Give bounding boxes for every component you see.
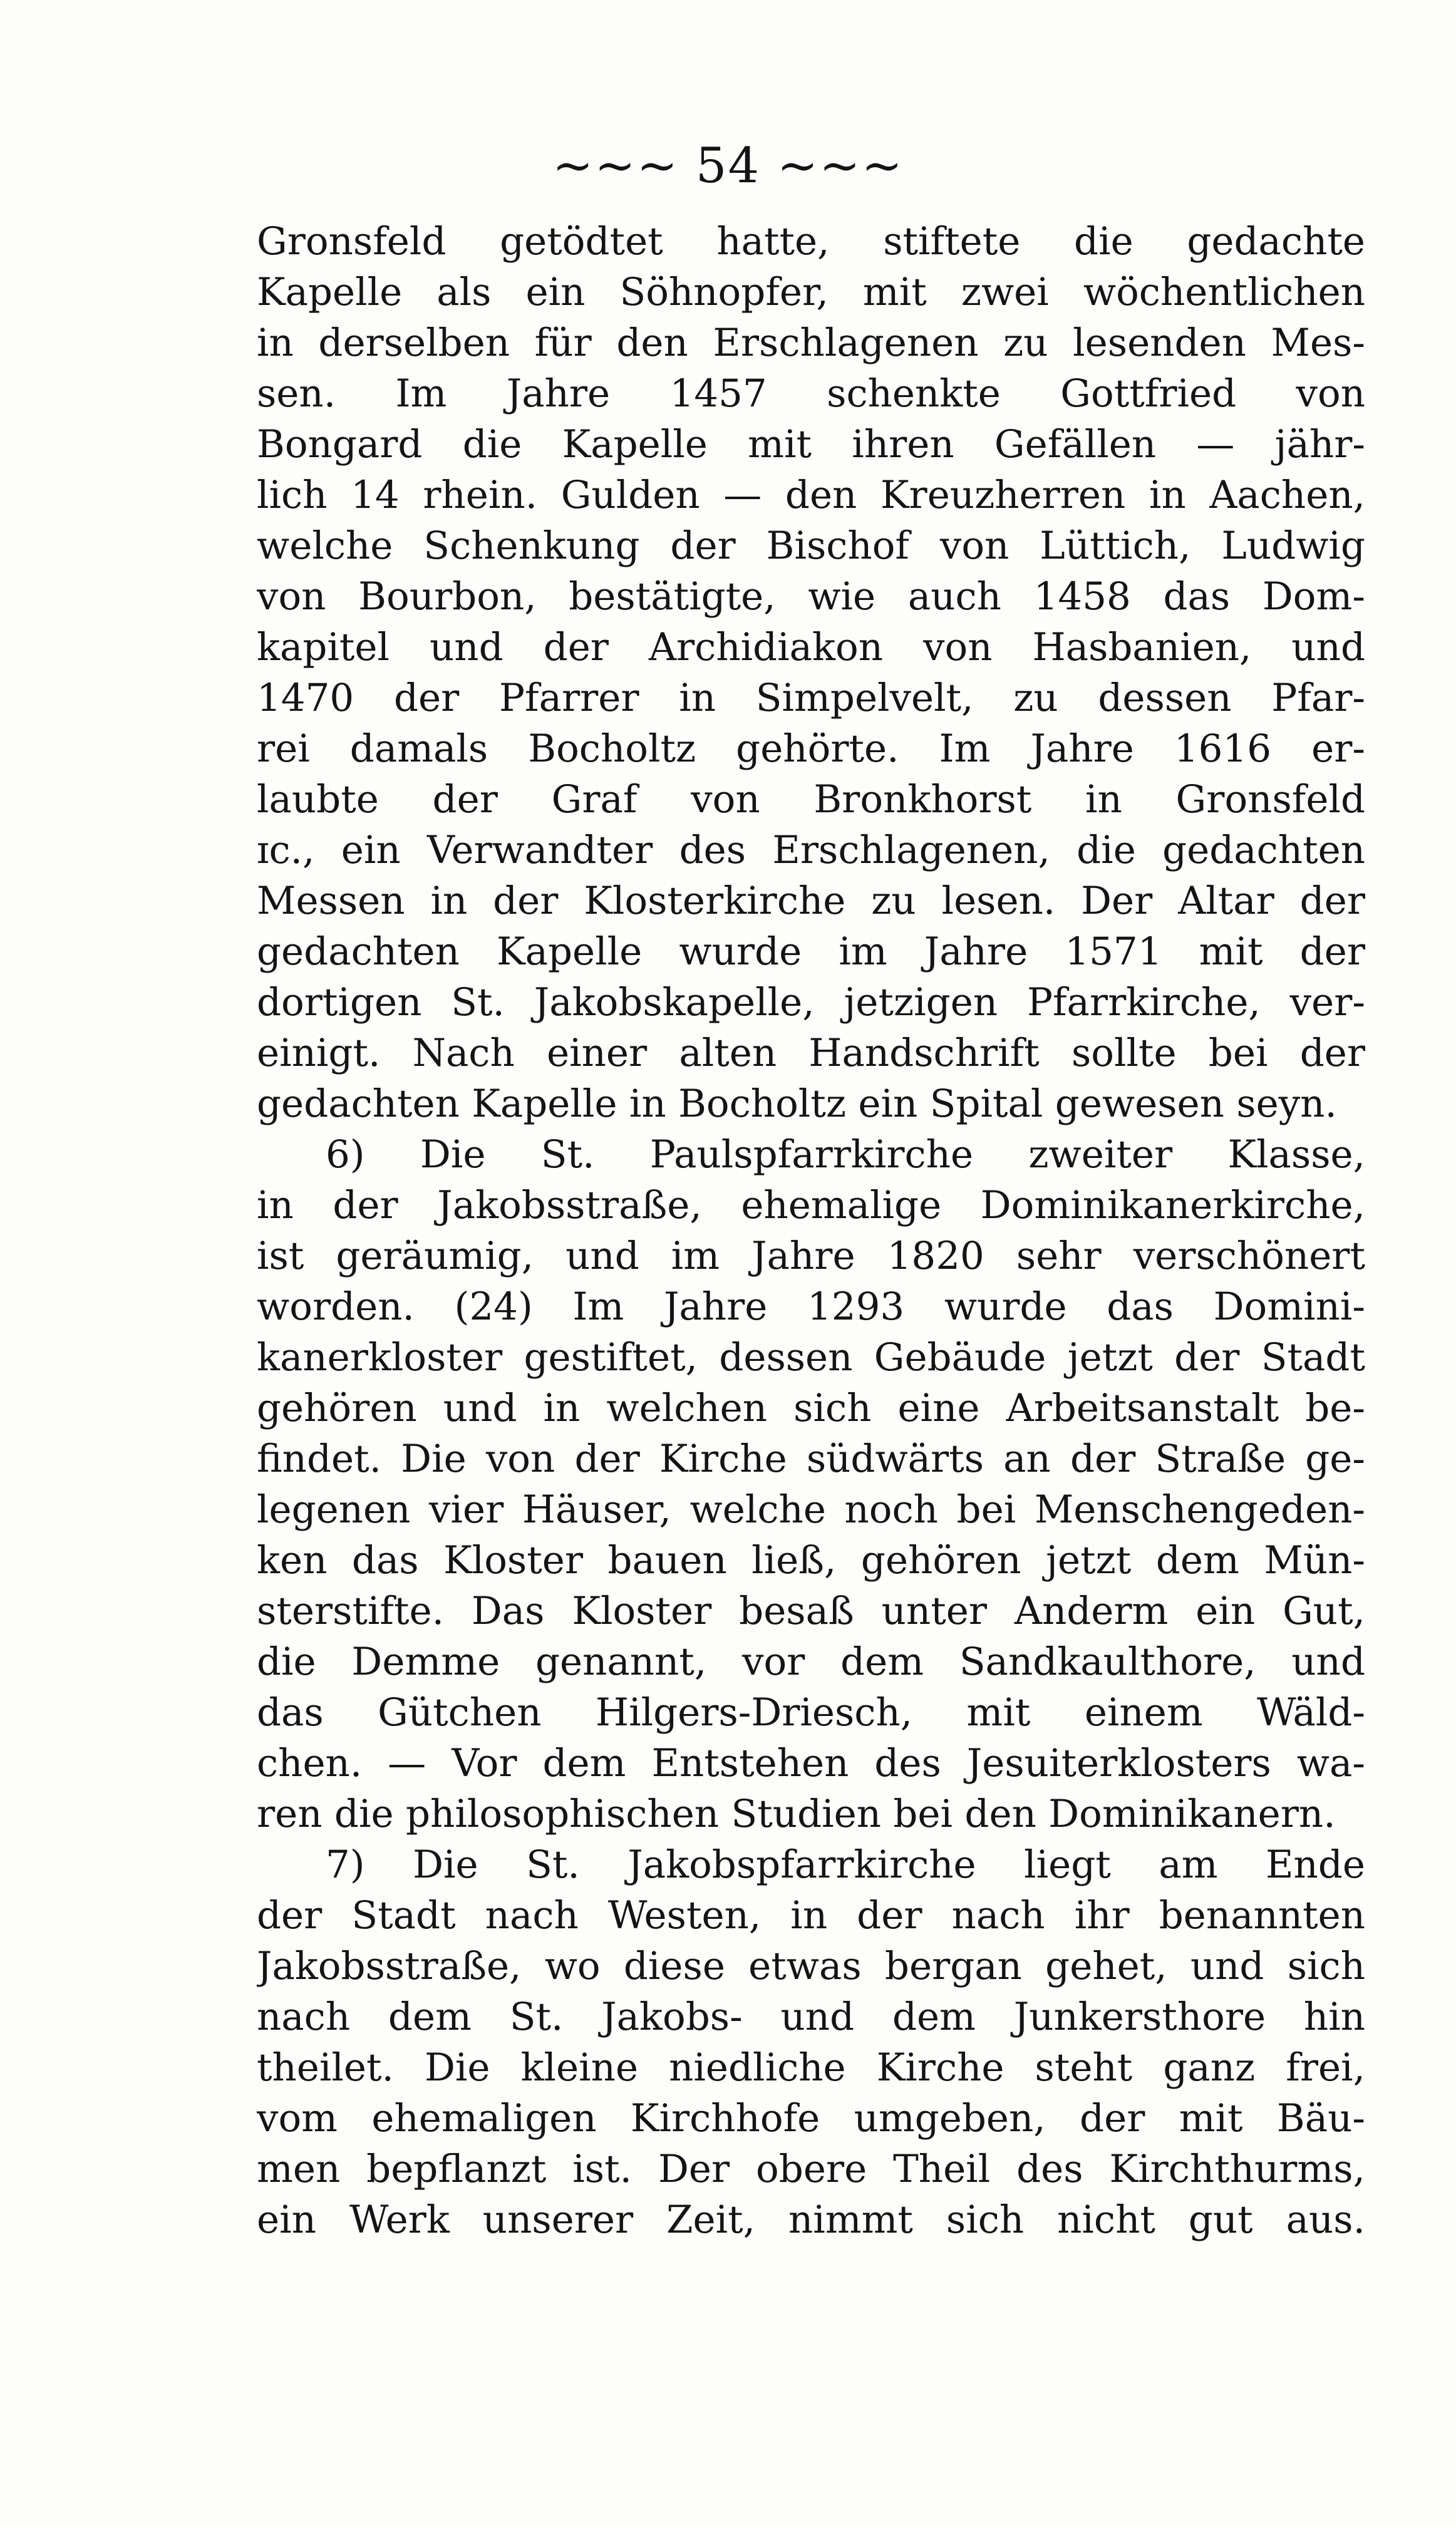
text-line: nach dem St. Jakobs- und dem Junkersthore hin [257,1995,1365,2039]
text-line: einigt. Nach einer alten Handschrift sollte bei der [257,1031,1365,1075]
text-line: die Demme genannt, vor dem Sandkaulthore, und [257,1640,1365,1684]
text-line: welche Schenkung der Bischof von Lüttich, Ludwig [257,524,1365,568]
text-line: theilet. Die kleine niedliche Kirche steht ganz frei, [257,2045,1365,2090]
text-line: chen. — Vor dem Entstehen des Jesuiterklosters wa- [257,1741,1365,1785]
text-line: laubte der Graf von Bronkhorst in Gronsfeld [257,777,1365,822]
text-line: men bepflanzt ist. Der obere Theil des Kirchthurms, [257,2147,1365,2191]
text-line: sen. Im Jahre 1457 schenkte Gottfried von [257,371,1365,416]
text-line: Gronsfeld getödtet hatte, stiftete die gedachte [257,219,1365,264]
text-line: gedachten Kapelle wurde im Jahre 1571 mit der [257,929,1365,974]
text-line: findet. Die von der Kirche südwärts an der Straße ge- [257,1437,1365,1481]
text-line: ein Werk unserer Zeit, nimmt sich nicht gut aus. [257,2198,1365,2242]
text-line: legenen vier Häuser, welche noch bei Menschengeden- [257,1487,1365,1532]
text-line: 7) Die St. Jakobspfarrkirche liegt am Ende [326,1842,1365,1887]
text-line: Kapelle als ein Söhnopfer, mit zwei wöchentlichen [257,270,1365,314]
text-line: sterstifte. Das Kloster besaß unter Anderm ein Gut, [257,1589,1365,1633]
page-number: ~~~ 54 ~~~ [552,138,904,194]
text-line: kanerkloster gestiftet, dessen Gebäude jetzt der Stadt [257,1335,1365,1380]
text-line: gehören und in welchen sich eine Arbeitsanstalt be- [257,1386,1365,1430]
text-line: Bongard die Kapelle mit ihren Gefällen — jähr- [257,422,1365,467]
text-line: in derselben für den Erschlagenen zu lesenden Mes- [257,321,1365,365]
text-line: lich 14 rhein. Gulden — den Kreuzherren in Aachen, [257,473,1365,517]
text-line: vom ehemaligen Kirchhofe umgeben, der mit Bäu- [257,2096,1365,2141]
text-line: von Bourbon, bestätigte, wie auch 1458 das Dom- [257,574,1365,619]
text-line: worden. (24) Im Jahre 1293 wurde das Domini- [257,1284,1365,1329]
text-line: ken das Kloster bauen ließ, gehören jetzt dem Mün- [257,1538,1365,1583]
text-line: rei damals Bocholtz gehörte. Im Jahre 1616 er- [257,726,1365,771]
text-line: das Gütchen Hilgers-Driesch, mit einem Wäld- [257,1690,1365,1735]
text-line: in der Jakobsstraße, ehemalige Dominikanerkirche, [257,1183,1365,1227]
text-line: kapitel und der Archidiakon von Hasbanien, und [257,625,1365,669]
text-line: Jakobsstraße, wo diese etwas bergan gehet, und sich [257,1944,1365,1988]
text-line: ren die philosophischen Studien bei den Dominikanern. [257,1792,1336,1836]
text-line: dortigen St. Jakobskapelle, jetzigen Pfarrkirche, ver- [257,980,1365,1025]
text-line: ɪc., ein Verwandter des Erschlagenen, die gedachten [257,828,1365,872]
text-line: gedachten Kapelle in Bocholtz ein Spital gewesen seyn. [257,1082,1337,1126]
body-text [257,216,1365,2245]
text-line: ist geräumig, und im Jahre 1820 sehr verschönert [257,1234,1365,1278]
text-line: 1470 der Pfarrer in Simpelvelt, zu dessen Pfar- [257,676,1365,720]
text-line: Messen in der Klosterkirche zu lesen. Der Altar der [257,879,1365,923]
text-line: 6) Die St. Paulspfarrkirche zweiter Klasse, [326,1132,1365,1177]
text-line: der Stadt nach Westen, in der nach ihr benannten [257,1893,1365,1938]
